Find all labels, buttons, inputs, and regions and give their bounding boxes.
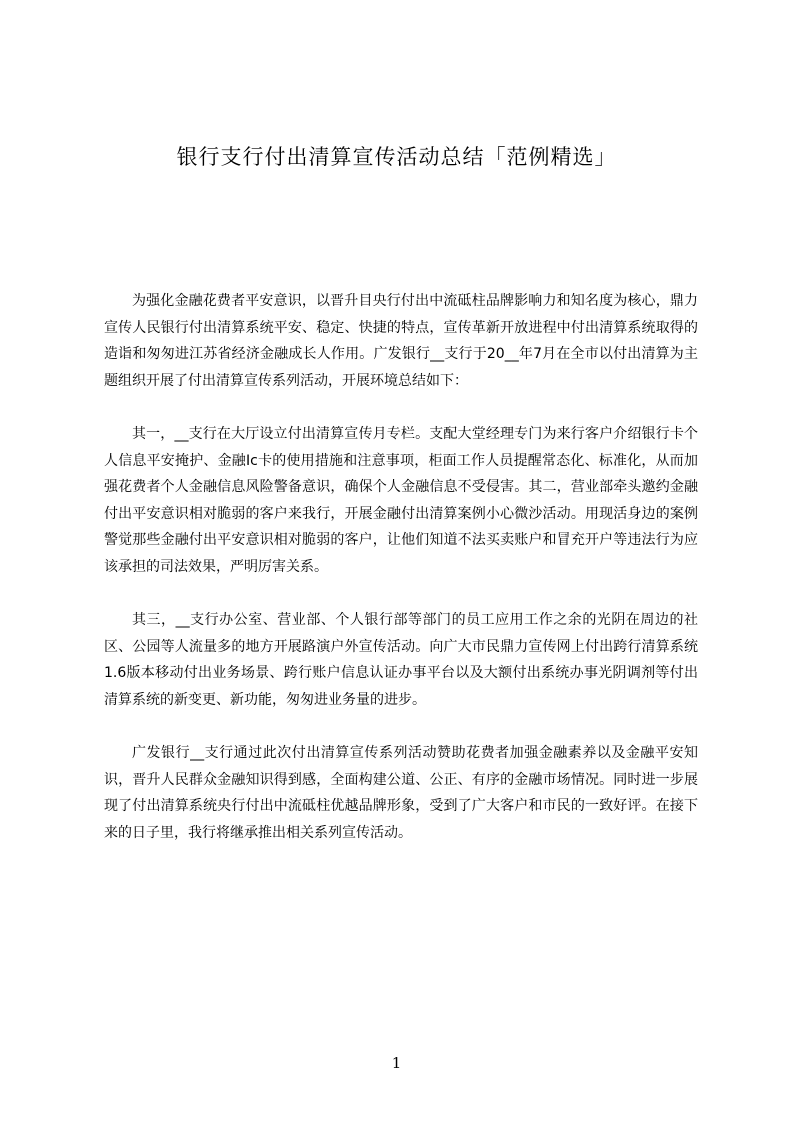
paragraph-intro: 为强化金融花费者平安意识，以晋升目央行付出中流砥柱品牌影响力和知名度为核心，鼎力宣传人民银行付出清算系统平安、稳定、快捷的特点，宣传革新开放进程中付出清算系统取得的造诣和匆匆进江苏省经济金融成长人作用。广发银行__支行于20__年7月在全市以付出清算为主题组织开展了付出清算宣传系列活动，开展环境总结如下：	[104, 293, 698, 389]
paragraph-first-second: 其一，__支行在大厅设立付出清算宣传月专栏。支配大堂经理专门为来行客户介绍银行卡个人信息平安掩护、金融Ic卡的使用措施和注意事项，柜面工作人员提醒常态化、标准化，从而加强花费者个人金融信息风险警备意识，确保个人金融信息不受侵害。其二，营业部牵头邀约金融付出平安意识相对脆弱的客户来我行，开展金融付出清算案例小心微沙活动。用现活身边的案例警觉那些金融付出平安意识相对脆弱的客户，让他们知道不法买卖账户和冒充开户等违法行为应该承担的司法效果，严明厉害关系。	[104, 426, 698, 575]
paragraph-third: 其三，__支行办公室、营业部、个人银行部等部门的员工应用工作之余的光阴在周边的社区、公园等人流量多的地方开展路演户外宣传活动。向广大市民鼎力宣传网上付出跨行清算系统1.6版本移动付出业务场景、跨行账户信息认证办事平台以及大额付出系统办事光阴调剂等付出清算系统的新变更、新功能，匆匆进业务量的进步。	[104, 612, 698, 708]
paragraph-conclusion: 广发银行__支行通过此次付出清算宣传系列活动赞助花费者加强金融素养以及金融平安知识，晋升人民群众金融知识得到感，全面构建公道、公正、有序的金融市场情况。同时进一步展现了付出清算系统央行付出中流砥柱优越品牌形象，受到了广大客户和市民的一致好评。在接下来的日子里，我行将继承推出相关系列宣传活动。	[104, 745, 698, 841]
page-number: 1	[391, 1054, 402, 1072]
document-title: 银行支行付出清算宣传活动总结「范例精选」	[176, 145, 617, 169]
document-body	[104, 288, 698, 873]
